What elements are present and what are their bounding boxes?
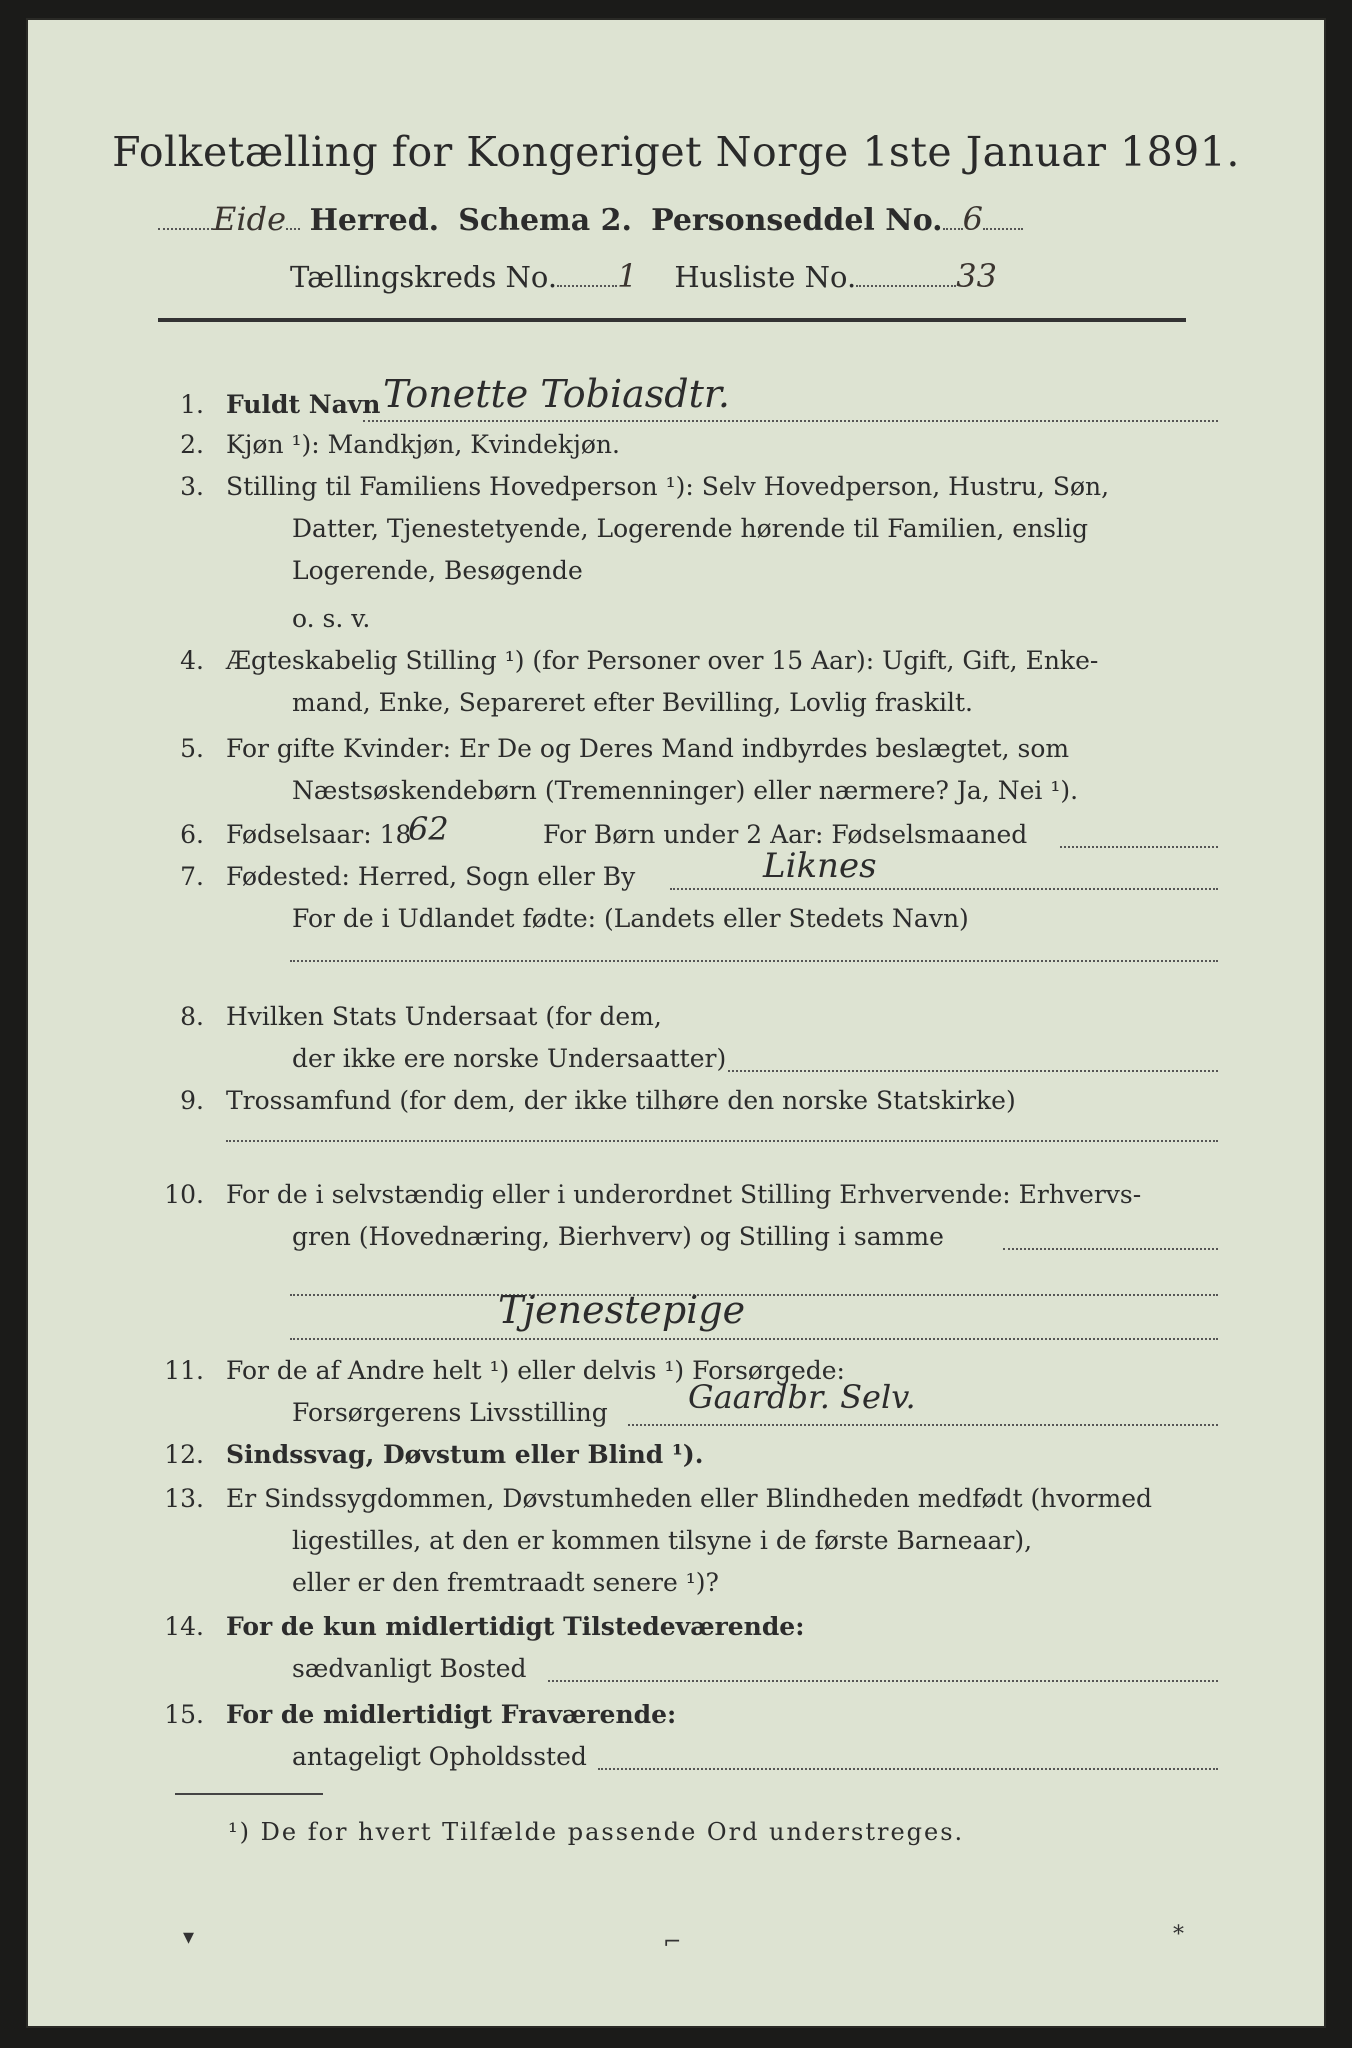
kreds-row (290, 257, 997, 295)
occupation-handwritten: Tjenestepige (498, 1288, 746, 1332)
item-number: 13. (164, 1484, 204, 1513)
item-text: Fuldt Navn (226, 390, 381, 419)
item-text: Hvilken Stats Undersaat (for dem, (226, 1002, 662, 1031)
schema-label: Schema 2. (458, 203, 632, 238)
item-text: der ikke ere norske Undersaatter) (292, 1044, 727, 1073)
husliste-label: Husliste No. (674, 260, 857, 294)
herred-row (158, 200, 1023, 238)
item-number: 9. (180, 1086, 204, 1115)
dotted-fill (728, 1070, 1218, 1072)
item-text: Datter, Tjenestetyende, Logerende hørende til Familien, enslig (292, 514, 1089, 543)
item-text: Sindssvag, Døvstum eller Blind ¹). (226, 1440, 704, 1469)
census-form-sheet (28, 20, 1324, 2026)
item-text: Forsørgerens Livsstilling (292, 1398, 608, 1427)
dotted-fill (628, 1424, 1218, 1426)
footnote-rule (175, 1793, 323, 1795)
item-number: 7. (180, 862, 204, 891)
item-text: For de kun midlertidigt Tilstedeværende: (226, 1612, 805, 1641)
kreds-handwritten: 1 (617, 257, 638, 295)
dotted-fill (290, 960, 1218, 962)
item-text: Er Sindssygdommen, Døvstumheden eller Blindheden medfødt (hvormed (226, 1484, 1153, 1513)
item-number: 10. (164, 1180, 204, 1209)
item-text: Fødselsaar: 18 (226, 820, 412, 849)
item-number: 12. (164, 1440, 204, 1469)
ink-mark: ▾ (183, 1925, 195, 1950)
item-text: Trossamfund (for dem, der ikke tilhøre den norske Statskirke) (226, 1086, 1016, 1115)
item-number: 5. (180, 734, 204, 763)
item-number: 1. (180, 390, 204, 419)
header-rule (158, 318, 1186, 322)
item-text: Kjøn ¹): Mandkjøn, Kvindekjøn. (226, 430, 620, 459)
item-text: For de i selvstændig eller i underordnet Stilling Erhvervende: Erhvervs- (226, 1180, 1142, 1209)
dotted-fill (1060, 846, 1218, 848)
item-number: 11. (164, 1356, 204, 1385)
herred-label: Herred. (309, 203, 440, 238)
item-text: eller er den fremtraadt senere ¹)? (292, 1568, 719, 1597)
item-text: Næstsøskendebørn (Tremenninger) eller nærmere? Ja, Nei ¹). (292, 776, 1079, 805)
item-text: For de midlertidigt Fraværende: (226, 1700, 677, 1729)
dotted-fill (598, 1768, 1218, 1770)
item-number: 2. (180, 430, 204, 459)
item-text: Stilling til Familiens Hovedperson ¹): Selv Hovedperson, Hustru, Søn, (226, 472, 1110, 501)
provider-handwritten: Gaardbr. Selv. (688, 1378, 916, 1416)
item-text: mand, Enke, Separeret efter Bevilling, Lovlig fraskilt. (292, 688, 973, 717)
item-number: 8. (180, 1002, 204, 1031)
name-handwritten: Tonette Tobiasdtr. (383, 372, 730, 416)
dotted-fill (290, 1338, 1218, 1340)
dotted-fill (226, 1140, 1218, 1142)
footnote: ¹) De for hvert Tilfælde passende Ord understreges. (228, 1818, 965, 1846)
herred-handwritten: Eide (213, 200, 287, 238)
dotted-fill (548, 1680, 1218, 1682)
item-number: 15. (164, 1700, 204, 1729)
item-number: 14. (164, 1612, 204, 1641)
item-text: Fødested: Herred, Sogn eller By (226, 862, 636, 891)
item-text: Logerende, Besøgende (292, 556, 583, 585)
item-text: Ægteskabelig Stilling ¹) (for Personer over 15 Aar): Ugift, Gift, Enke- (226, 646, 1099, 675)
ink-mark: ⌐ (663, 1930, 682, 1955)
item-text: For de af Andre helt ¹) eller delvis ¹) Forsørgede: (226, 1356, 845, 1385)
ink-mark: ⁎ (1173, 1915, 1184, 1940)
dotted-fill (290, 1294, 1218, 1296)
item-text: o. s. v. (292, 604, 371, 633)
item-text: gren (Hovednæring, Bierhverv) og Stilling i samme (292, 1222, 944, 1251)
item-text: For Børn under 2 Aar: Fødselsmaaned (543, 820, 1028, 849)
birthyear-handwritten: 62 (408, 810, 449, 848)
item-text: sædvanligt Bosted (292, 1654, 527, 1683)
item-text: For de i Udlandet fødte: (Landets eller Stedets Navn) (292, 904, 969, 933)
dotted-fill (363, 420, 1218, 422)
husliste-handwritten: 33 (956, 257, 997, 295)
item-text: ligestilles, at den er kommen tilsyne i de første Barneaar), (292, 1526, 1033, 1555)
dotted-fill (1003, 1248, 1218, 1250)
personseddel-handwritten: 6 (962, 200, 983, 238)
personseddel-label: Personseddel No. (651, 203, 943, 238)
dotted-fill (670, 888, 1218, 890)
item-number: 4. (180, 646, 204, 675)
item-number: 3. (180, 472, 204, 501)
item-number: 6. (180, 820, 204, 849)
item-text: For gifte Kvinder: Er De og Deres Mand indbyrdes beslægtet, som (226, 734, 1070, 763)
kreds-label: Tællingskreds No. (290, 260, 558, 294)
birthplace-handwritten: Liknes (763, 846, 877, 886)
item-text: antageligt Opholdssted (292, 1742, 587, 1771)
form-title: Folketælling for Kongeriget Norge 1ste Januar 1891. (112, 128, 1240, 176)
